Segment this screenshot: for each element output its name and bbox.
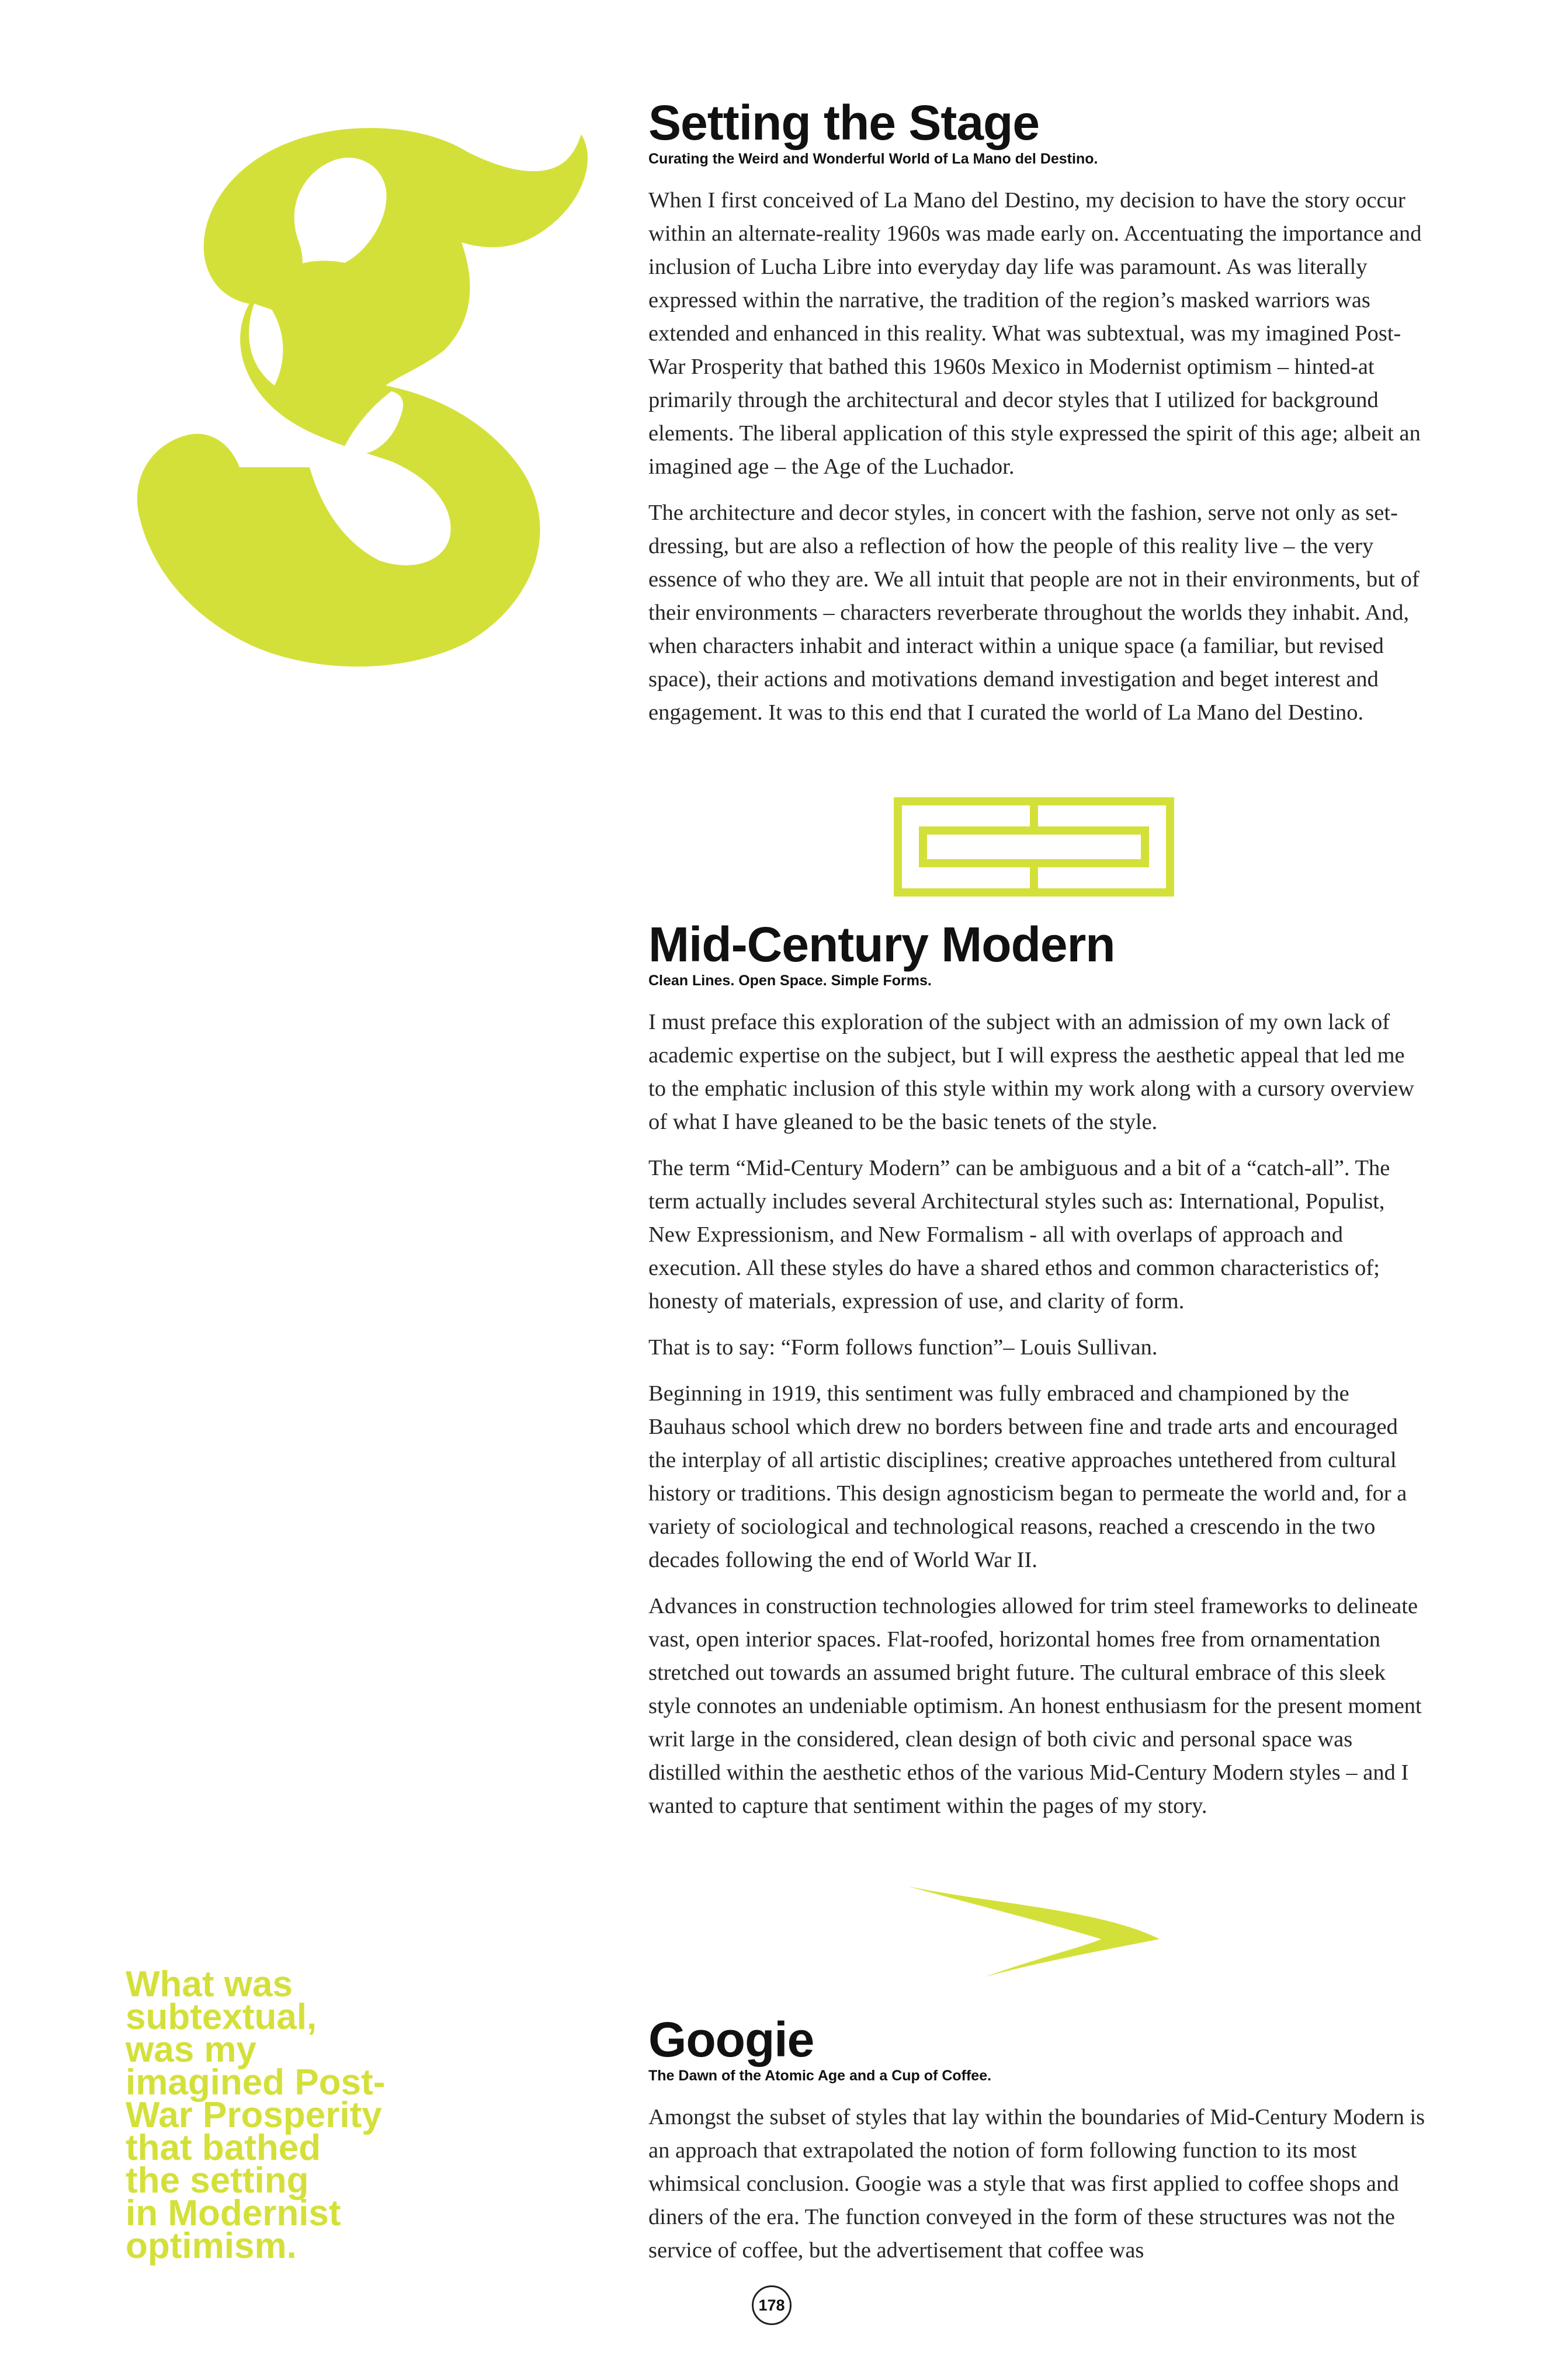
section-subtitle: Curating the Weird and Wonderful World of La Mano del Destino. [648, 151, 1098, 167]
paragraph: That is to say: “Form follows function”– Louis Sullivan. [648, 1335, 1158, 1360]
ornamental-s-icon [117, 117, 596, 680]
paragraph: I must preface this exploration of the subject with an admission of my own lack of academic expertise on the subject, but I will express the aesthetic appeal that led me to the emphatic inclusion of this style within my work along with a cursory overview of what I have gleaned to be the basic tenets of the style. [648, 1010, 1414, 1134]
boomerang-icon [908, 1886, 1165, 1983]
paragraph: The term “Mid-Century Modern” can be ambiguous and a bit of a “catch-all”. The term actually includes several Architectural styles such as: International, Populist, New Expressionism, and New Formalism - all with overlaps of approach and execution. All these styles do have a shared ethos and common characteristics of; honesty of materials, expression of use, and clarity of form. [648, 1156, 1390, 1314]
section-title: Mid-Century Modern [648, 917, 1115, 972]
geometric-ornament-icon [894, 797, 1174, 899]
section-subtitle: Clean Lines. Open Space. Simple Forms. [648, 972, 932, 989]
paragraph: Advances in construction technologies allowed for trim steel frameworks to delineate vast, open interior spaces. Flat-roofed, horizontal homes free from ornamentation stretched out towards an assumed bright future. The cultural embrace of this sleek style connotes an undeniable optimism. An honest enthusiasm for the present moment writ large in the considered, clean design of both civic and personal space was distilled within the aesthetic ethos of the various Mid-Century Modern styles – and I wanted to capture that sentiment within the pages of my story. [648, 1594, 1422, 1818]
paragraph: When I first conceived of La Mano del Destino, my decision to have the story occur within an alternate-reality 1960s was made early on. Accentuating the importance and inclusion of Lucha Libre into everyday day life was paramount. As was literally expressed within the narrative, the tradition of the region’s masked warriors was extended and enhanced in this reality. What was subtextual, was my imagined Post-War Prosperity that bathed this 1960s Mexico in Modernist optimism – hinted-at primarily through the architectural and decor styles that I utilized for background elements. The liberal application of this style expressed the spirit of this age; albeit an imagined age – the Age of the Luchador. [648, 188, 1422, 479]
section-title: Googie [648, 2012, 814, 2067]
section-subtitle: The Dawn of the Atomic Age and a Cup of Coffee. [648, 2068, 992, 2084]
section-body [648, 1006, 1425, 1823]
section-mid-century-modern [648, 917, 1425, 1836]
page-number: 178 [752, 2285, 792, 2325]
paragraph: Amongst the subset of styles that lay within the boundaries of Mid-Century Modern is an approach that extrapolated the notion of form following function to its most whimsical conclusion. Googie was a style that was first applied to coffee shops and diners of the era. The function conveyed in the form of these structures was not the service of coffee, but the advertisement that coffee was [648, 2105, 1425, 2263]
paragraph: Beginning in 1919, this sentiment was fully embraced and championed by the Bauhaus school which drew no borders between fine and trade arts and encouraged the interplay of all artistic disciplines; creative approaches untethered from cultural history or traditions. This design agnosticism began to permeate the world and, for a variety of sociological and technological reasons, reached a crescendo in the two decades following the end of World War II. [648, 1381, 1407, 1572]
pull-quote: What was subtextual, was my imagined Post- War Prosperity that bathed the setting in Modernist optimism. [126, 1964, 386, 2266]
section-title: Setting the Stage [648, 95, 1040, 150]
section-body [648, 2101, 1425, 2267]
section-setting-the-stage [648, 95, 1425, 742]
section-googie [648, 2012, 1425, 2280]
section-body [648, 184, 1425, 729]
paragraph: The architecture and decor styles, in concert with the fashion, serve not only as set-dressing, but are also a reflection of how the people of this reality live – the very essence of who they are. We all intuit that people are not in their environments, but of their environments – characters reverberate throughout the worlds they inhabit. And, when characters inhabit and interact within a unique space (a familiar, but revised space), their actions and motivations demand investigation and beget interest and engagement. It was to this end that I curated the world of La Mano del Destino. [648, 501, 1419, 725]
